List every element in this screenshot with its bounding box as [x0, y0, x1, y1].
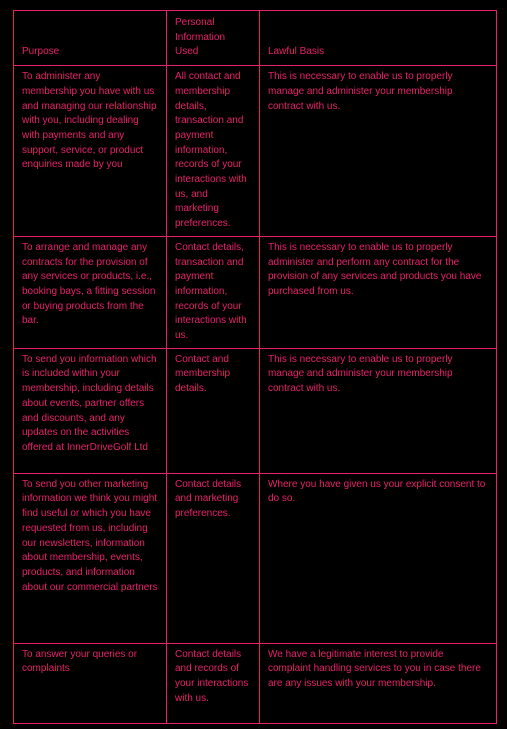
info-cell: Contact and membership details. [167, 348, 260, 473]
basis-cell: We have a legitimate interest to provide complaint handling services to you in case there are any issues with your membership. [260, 643, 497, 723]
basis-cell: This is necessary to enable us to properly manage and administer your membership contract with us. [260, 66, 497, 237]
table-header-row [14, 11, 497, 66]
basis-cell: This is necessary to enable us to properly administer and perform any contract for the provision of any services and products you have purchased from us. [260, 236, 497, 348]
table-row [14, 66, 497, 237]
basis-cell: Where you have given us your explicit consent to do so. [260, 473, 497, 643]
purpose-cell: To administer any membership you have with us and managing our relationship with you, including dealing with payments and any support, service, or product enquiries made by you [14, 66, 167, 237]
info-cell: All contact and membership details, transaction and payment information, records of your interactions with us, and marketing preferences. [167, 66, 260, 237]
table-row [14, 348, 497, 473]
info-cell: Contact details and marketing preferences. [167, 473, 260, 643]
info-cell: Contact details and records of your interactions with us. [167, 643, 260, 723]
header-personal-information: Personal Information Used [167, 11, 260, 66]
purpose-cell: To arrange and manage any contracts for the provision of any services or products, i.e., booking bays, a fitting session or buying products from the bar. [14, 236, 167, 348]
purpose-cell: To send you information which is included within your membership, including details about events, partner offers and discounts, and any updates on the activities offered at InnerDriveGolf Ltd [14, 348, 167, 473]
info-cell: Contact details, transaction and payment information, records of your interactions with us. [167, 236, 260, 348]
header-lawful-basis: Lawful Basis [260, 11, 497, 66]
lawful-basis-table [13, 10, 497, 724]
purpose-cell: To answer your queries or complaints [14, 643, 167, 723]
table-row [14, 236, 497, 348]
basis-cell: This is necessary to enable us to properly manage and administer your membership contract with us. [260, 348, 497, 473]
purpose-cell: To send you other marketing information we think you might find useful or which you have requested from us, including our newsletters, information about membership, events, products, and information about our commercial partners [14, 473, 167, 643]
privacy-table-container [13, 10, 497, 724]
header-purpose: Purpose [14, 11, 167, 66]
table-row [14, 473, 497, 643]
table-row [14, 643, 497, 723]
